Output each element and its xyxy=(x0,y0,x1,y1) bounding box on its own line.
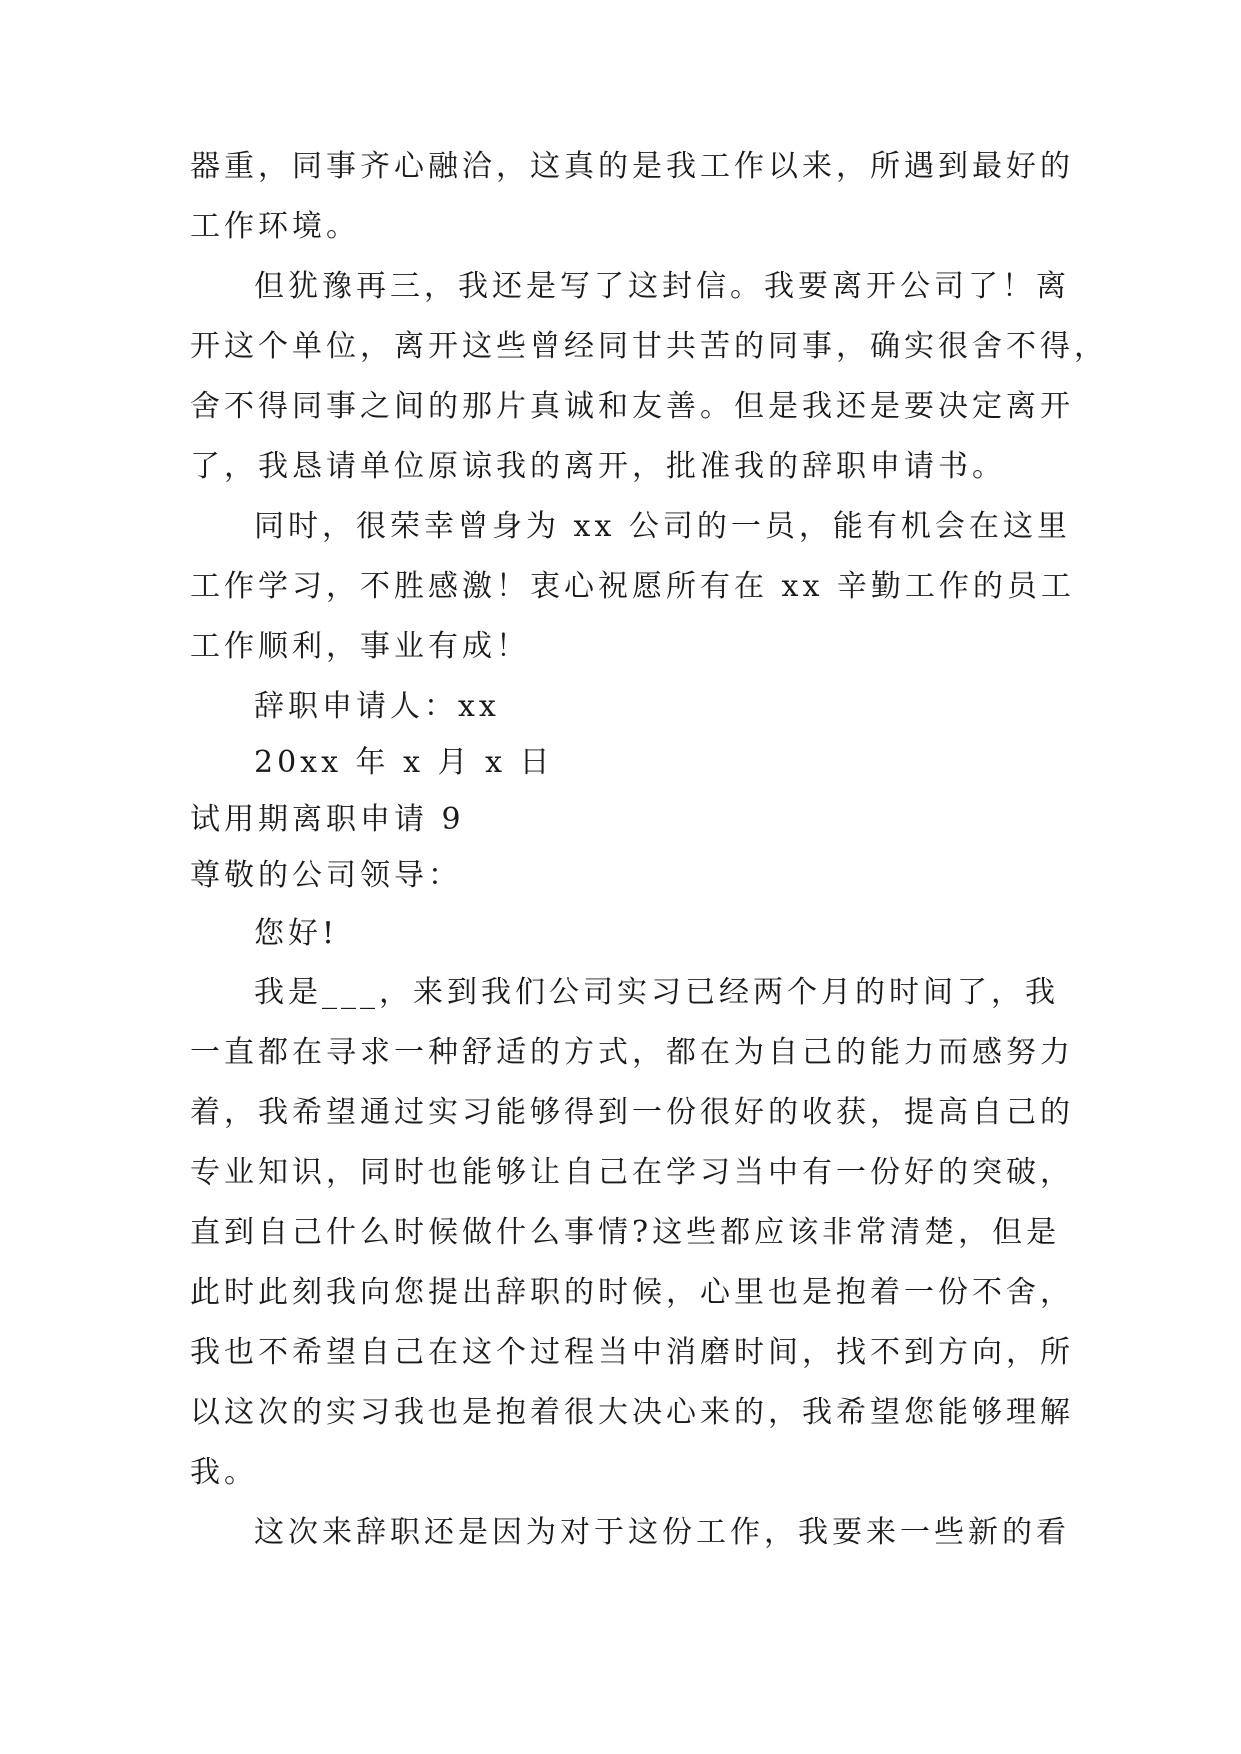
paragraph-line: 专业知识，同时也能够让自己在学习当中有一份好的突破， xyxy=(190,1155,1074,1190)
paragraph-line: 器重，同事齐心融洽，这真的是我工作以来，所遇到最好的 xyxy=(190,149,1074,184)
paragraph-line: 了，我恳请单位原谅我的离开，批准我的辞职申请书。 xyxy=(190,449,1006,484)
date-line: 20xx 年 x 月 x 日 xyxy=(254,745,554,780)
greeting: 您好! xyxy=(254,916,339,951)
paragraph-line: 舍不得同事之间的那片真诚和友善。但是我还是要决定离开 xyxy=(190,389,1074,424)
paragraph-line: 我也不希望自己在这个过程当中消磨时间，找不到方向，所 xyxy=(190,1335,1074,1370)
paragraph-line: 我。 xyxy=(190,1455,258,1490)
paragraph-line: 一直都在寻求一种舒适的方式，都在为自己的能力而感努力 xyxy=(190,1035,1074,1070)
paragraph-line: 这次来辞职还是因为对于这份工作，我要来一些新的看 xyxy=(254,1515,1070,1550)
paragraph-line: 工作学习，不胜感激！衷心祝愿所有在 xx 辛勤工作的员工 xyxy=(190,569,1075,604)
paragraph-line: 但犹豫再三，我还是写了这封信。我要离开公司了！离 xyxy=(254,269,1070,304)
paragraph-line: 着，我希望通过实习能够得到一份很好的收获，提高自己的 xyxy=(190,1095,1074,1130)
paragraph-line: 直到自己什么时候做什么事情?这些都应该非常清楚，但是 xyxy=(190,1215,1061,1250)
signature-line: 辞职申请人：xx xyxy=(254,689,500,724)
section-title: 试用期离职申请 9 xyxy=(190,802,465,837)
paragraph-line: 工作顺利，事业有成！ xyxy=(190,629,530,664)
paragraph-line: 工作环境。 xyxy=(190,209,360,244)
paragraph-line: 同时，很荣幸曾身为 xx 公司的一员，能有机会在这里 xyxy=(254,509,1071,544)
paragraph-line: 此时此刻我向您提出辞职的时候，心里也是抱着一份不舍， xyxy=(190,1275,1074,1310)
paragraph-line: 以这次的实习我也是抱着很大决心来的，我希望您能够理解 xyxy=(190,1395,1074,1430)
paragraph-line: 我是___，来到我们公司实习已经两个月的时间了，我 xyxy=(254,975,1059,1010)
salutation: 尊敬的公司领导： xyxy=(190,858,462,893)
paragraph-line: 开这个单位，离开这些曾经同甘共苦的同事，确实很舍不得， xyxy=(190,329,1108,364)
